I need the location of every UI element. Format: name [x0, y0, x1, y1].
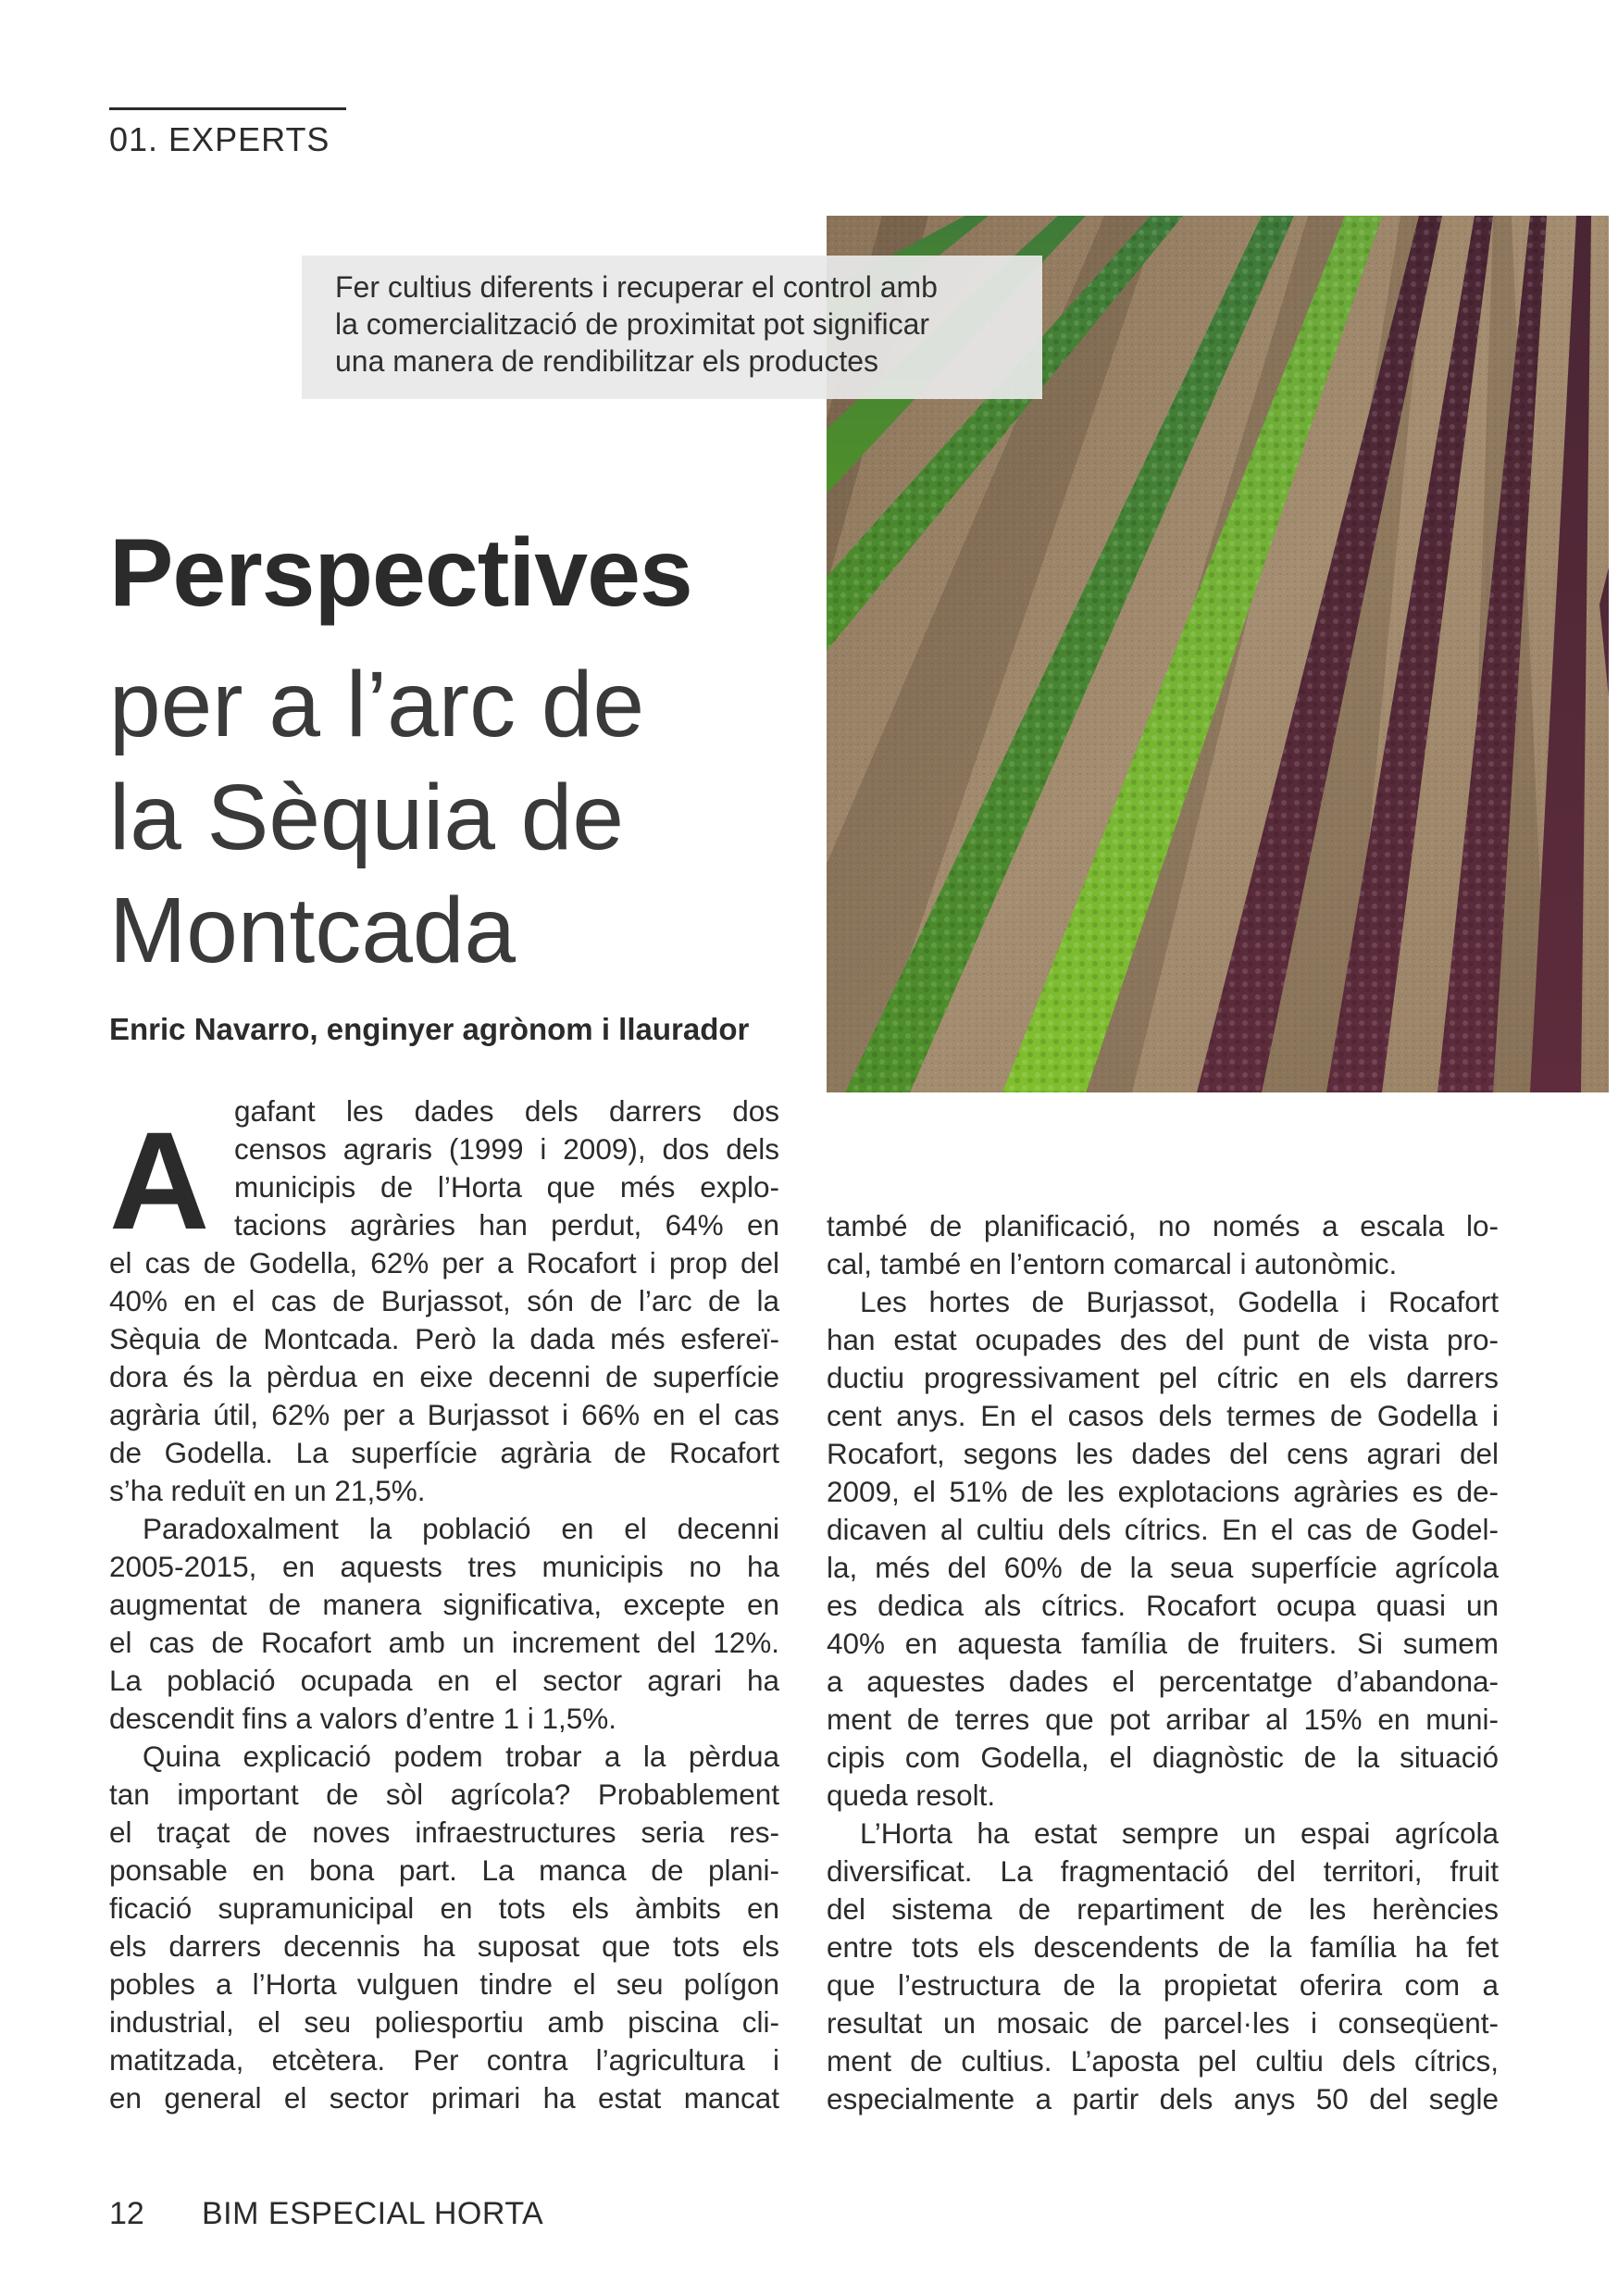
text-line: el traçat de noves infraestructures seria res- — [109, 1816, 779, 1849]
text-line: Quina explicació podem trobar a la pèrdua — [143, 1740, 779, 1773]
text-line: cipis com Godella, el diagnòstic de la situació — [827, 1741, 1499, 1774]
text-line: de Godella. La superfície agrària de Rocafort — [109, 1436, 779, 1469]
text-line: 2009, el 51% de les explotacions agràries es de- — [827, 1475, 1499, 1508]
text-line: ficació supramunicipal en tots els àmbits en — [109, 1891, 779, 1925]
section-rule — [109, 107, 346, 110]
text-line: tacions agràries han perdut, 64% en — [234, 1208, 779, 1242]
text-line: matitzada, etcètera. Per contra l’agricultura i — [109, 2043, 779, 2077]
text-line: ductiu progressivament pel cítric en els darrers — [827, 1361, 1499, 1394]
text-line: han estat ocupades des del punt de vista pro- — [827, 1323, 1499, 1356]
text-line: augmentat de manera significativa, excepte en — [109, 1588, 779, 1621]
text-line: Sèquia de Montcada. Però la dada més esfereï- — [109, 1322, 779, 1355]
text-line: s’ha reduït en un 21,5%. — [109, 1474, 426, 1507]
text-line: 2005-2015, en aquests tres municipis no ha — [109, 1550, 779, 1583]
text-line: 40% en el cas de Burjassot, són de l’arc de la — [109, 1284, 779, 1317]
text-line: que l’estructura de la propietat oferira com a — [827, 1968, 1499, 2002]
text-line: els darrers decennis ha suposat que tots els — [109, 1929, 779, 1963]
text-line: especialmente a partir dels anys 50 del segle — [827, 2082, 1499, 2115]
pullquote-line: Fer cultius diferents i recuperar el control amb — [335, 270, 938, 304]
text-line: es dedica als cítrics. Rocafort ocupa quasi un — [827, 1589, 1499, 1622]
text-line: entre tots els descendents de la família ha fet — [827, 1930, 1499, 1964]
text-line: dora és la pèrdua en eixe decenni de superfície — [109, 1360, 779, 1393]
text-line: dicaven al cultiu dels cítrics. En el cas de Godel- — [827, 1513, 1499, 1546]
text-line: ment de cultius. L’aposta pel cultiu dels cítrics, — [827, 2044, 1499, 2078]
subtitle-line: la Sèquia de — [109, 766, 625, 869]
section-label: 01. EXPERTS — [109, 120, 330, 158]
text-line: agrària útil, 62% per a Burjassot i 66% en el cas — [109, 1398, 779, 1431]
text-line: Les hortes de Burjassot, Godella i Rocafort — [860, 1285, 1499, 1318]
pullquote-line: una manera de rendibilitzar els productes — [335, 344, 878, 378]
article-title: Perspectives — [109, 519, 692, 627]
drop-cap: A — [109, 1103, 210, 1258]
pullquote — [302, 256, 1042, 399]
text-line: a aquestes dades el percentatge d’abandona- — [827, 1665, 1499, 1698]
text-line: la, més del 60% de la seua superfície agrícola — [827, 1551, 1499, 1584]
text-line: pobles a l’Horta vulguen tindre el seu polígon — [109, 1967, 779, 2001]
text-line: ponsable en bona part. La manca de plani- — [109, 1853, 779, 1887]
subtitle-line: per a l’arc de — [109, 653, 645, 756]
article-subtitle — [109, 648, 644, 987]
article-column-2 — [827, 1207, 1499, 2118]
text-line: La població ocupada en el sector agrari ha — [109, 1664, 779, 1697]
text-line: també de planificació, no només a escala lo- — [827, 1209, 1499, 1242]
text-line: 40% en aquesta família de fruiters. Si sumem — [827, 1627, 1499, 1660]
text-line: municipis de l’Horta que més explo- — [234, 1170, 779, 1204]
article-column-1 — [109, 1092, 779, 2117]
text-line: L’Horta ha estat sempre un espai agrícola — [860, 1816, 1499, 1850]
text-line: el cas de Godella, 62% per a Rocafort i prop del — [109, 1246, 779, 1279]
text-line: industrial, el seu poliesportiu amb piscina cli- — [109, 2005, 779, 2039]
text-line: del sistema de repartiment de les herències — [827, 1892, 1499, 1926]
text-line: tan important de sòl agrícola? Probablement — [109, 1778, 779, 1811]
publication-title: BIM ESPECIAL HORTA — [202, 2196, 544, 2231]
page-number: 12 — [109, 2196, 144, 2231]
text-line: resultat un mosaic de parcel·les i conseqüent- — [827, 2006, 1499, 2040]
text-line: queda resolt. — [827, 1778, 996, 1812]
author-byline: Enric Navarro, enginyer agrònom i llaurador — [109, 1012, 750, 1046]
text-line: Rocafort, segons les dades del cens agrari del — [827, 1437, 1499, 1470]
text-line: Paradoxalment la població en el decenni — [143, 1512, 779, 1545]
text-line: descendit fins a valors d’entre 1 i 1,5%. — [109, 1702, 617, 1735]
text-line: censos agraris (1999 i 2009), dos dels — [234, 1132, 779, 1166]
text-line: en general el sector primari ha estat mancat — [109, 2081, 779, 2115]
pullquote-line: la comercialització de proximitat pot significar — [335, 307, 930, 341]
subtitle-line: Montcada — [109, 879, 517, 982]
text-line: el cas de Rocafort amb un increment del 12%. — [109, 1626, 779, 1659]
text-line: cent anys. En el casos dels termes de Godella i — [827, 1399, 1499, 1432]
text-line: ment de terres que pot arribar al 15% en muni- — [827, 1703, 1499, 1736]
text-line: gafant les dades dels darrers dos — [234, 1094, 779, 1128]
text-line: cal, també en l’entorn comarcal i autonòmic. — [827, 1247, 1398, 1280]
text-line: diversificat. La fragmentació del territori, fruit — [827, 1854, 1499, 1888]
